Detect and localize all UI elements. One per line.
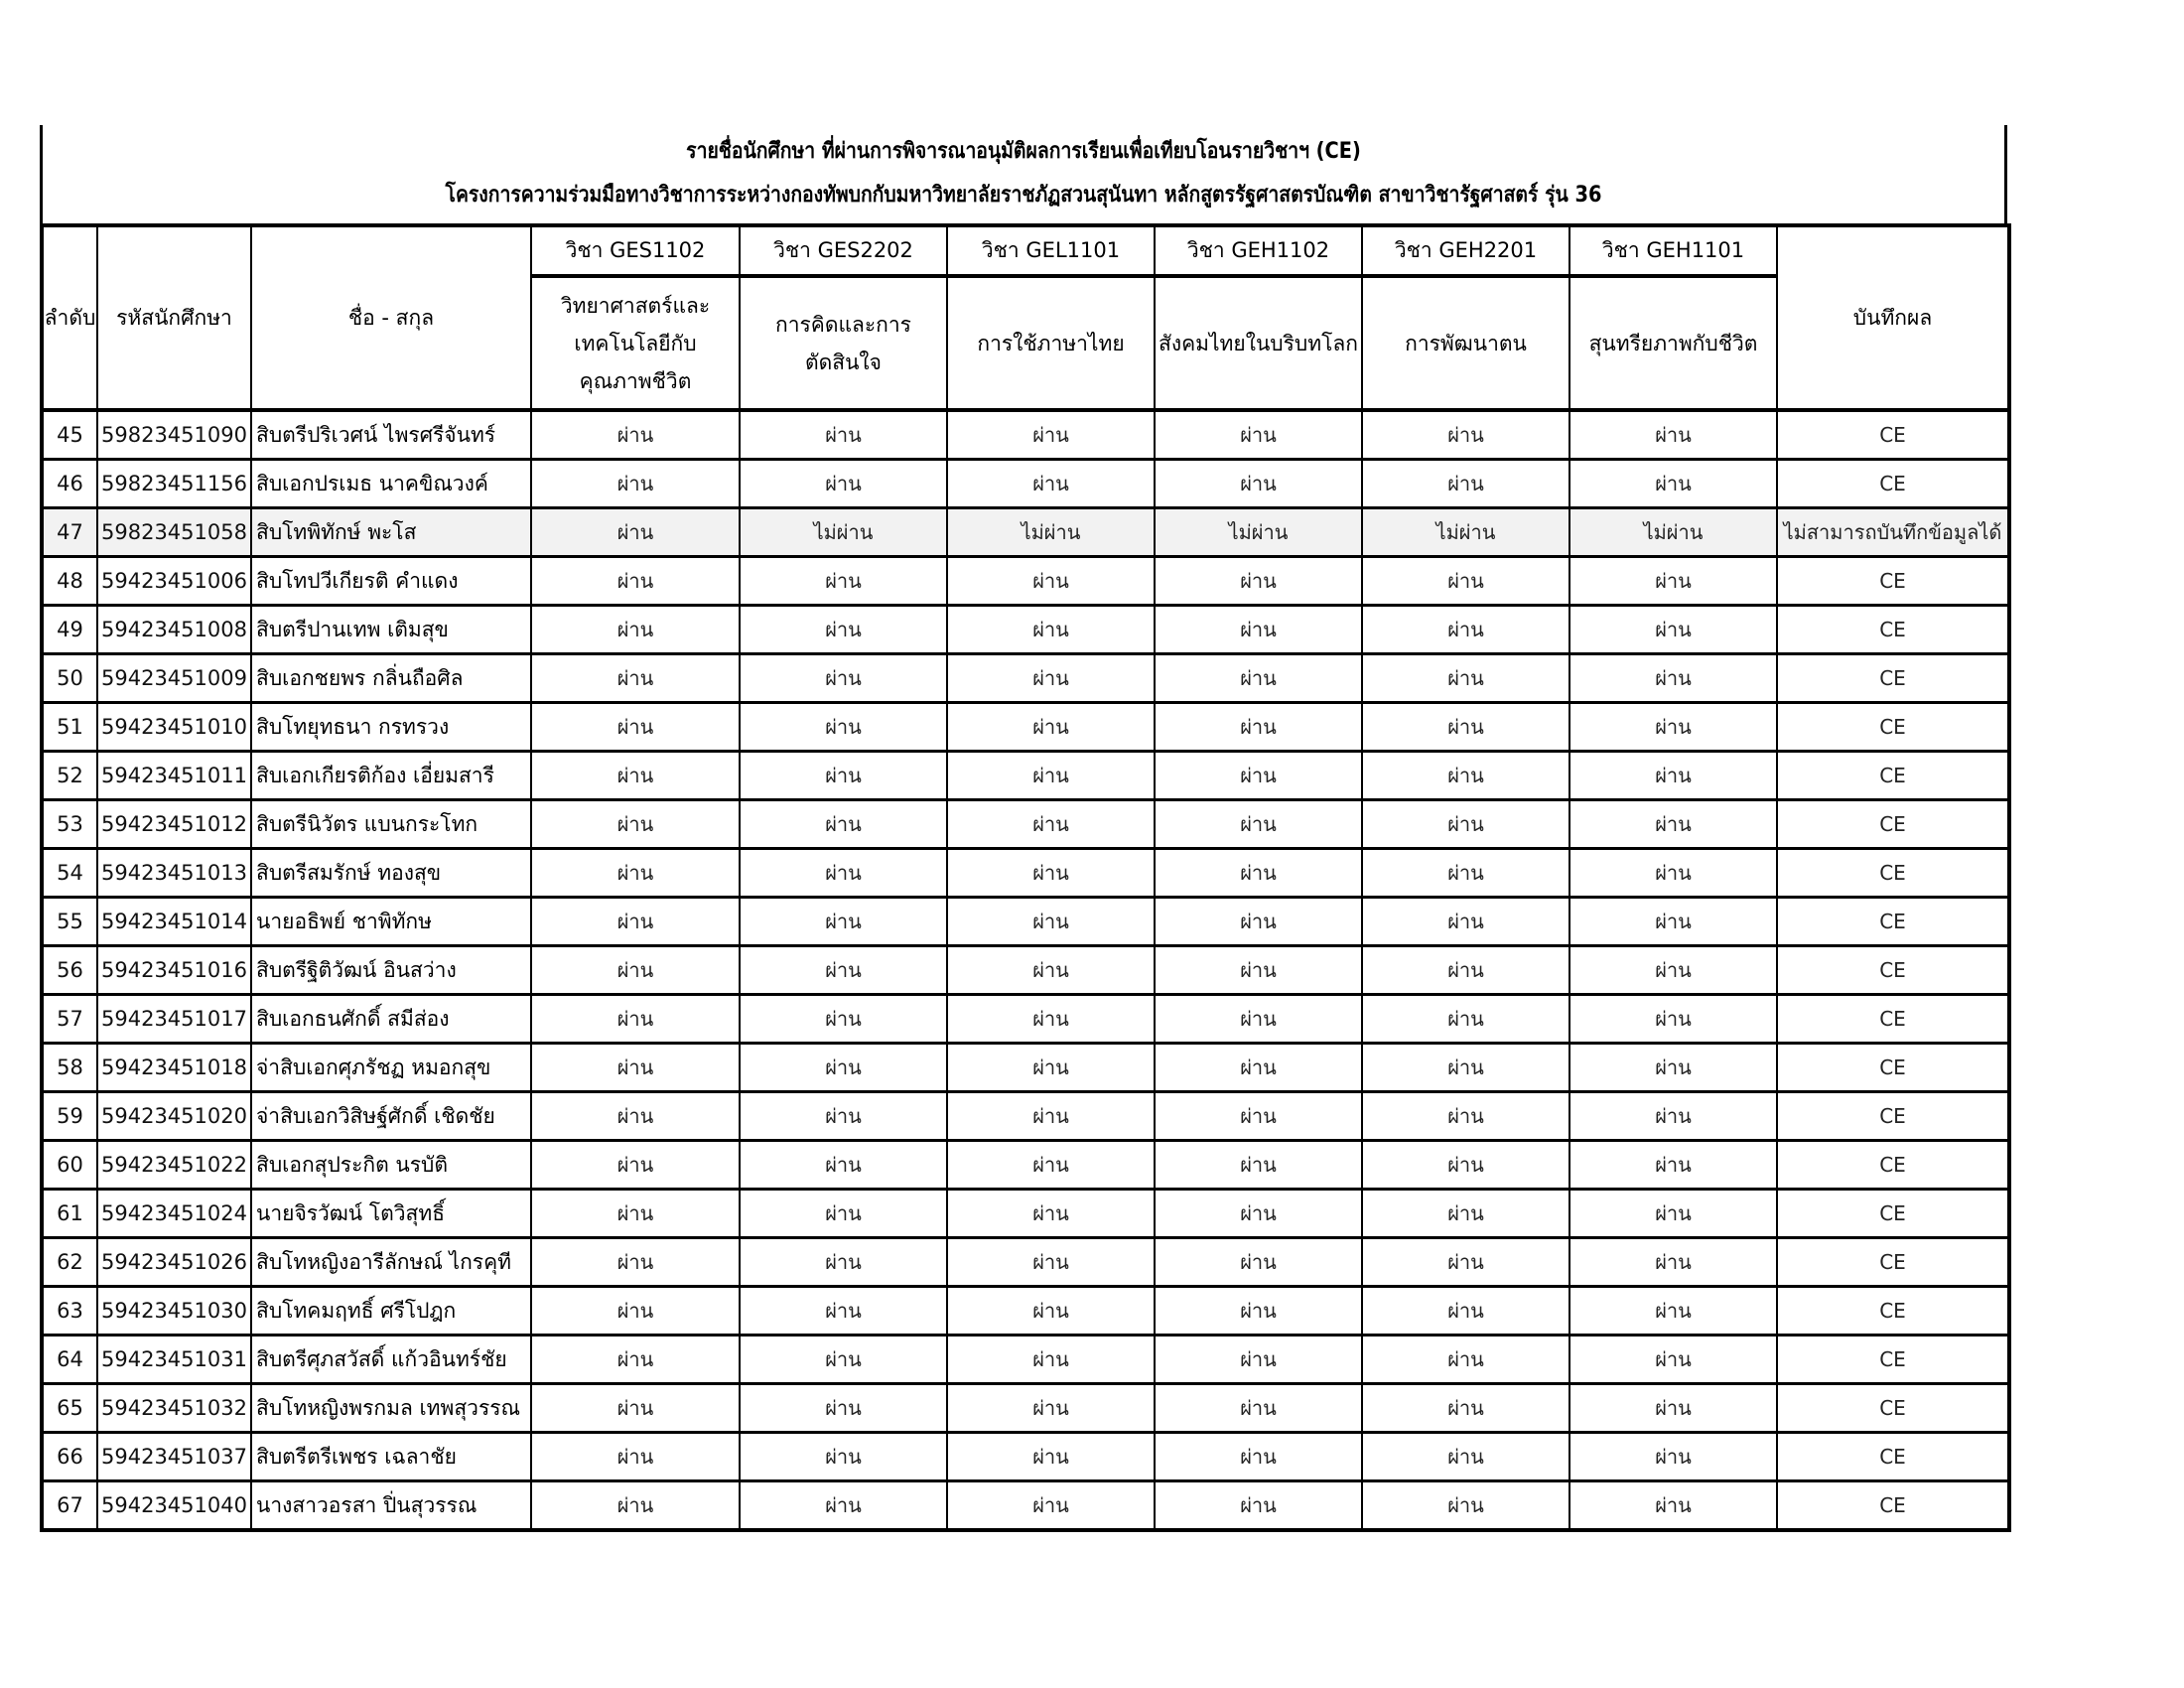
table-row xyxy=(42,606,2009,654)
row-result: ผ่าน xyxy=(531,557,740,606)
row-seq: 46 xyxy=(42,460,97,508)
row-result: ผ่าน xyxy=(1155,1433,1362,1481)
table-row xyxy=(42,1384,2009,1433)
row-result: ผ่าน xyxy=(740,946,947,995)
row-name: สิบเอกเกียรติก้อง เอี่ยมสารี xyxy=(251,752,531,800)
header-subject-title: การพัฒนาตน xyxy=(1362,276,1570,410)
row-result: ผ่าน xyxy=(947,410,1155,460)
row-result: ผ่าน xyxy=(531,703,740,752)
row-result: ผ่าน xyxy=(1570,703,1777,752)
row-result: ผ่าน xyxy=(947,995,1155,1044)
row-result: ผ่าน xyxy=(1155,1044,1362,1092)
table-row xyxy=(42,800,2009,849)
row-result: ผ่าน xyxy=(1570,1190,1777,1238)
row-seq: 55 xyxy=(42,898,97,946)
row-seq: 65 xyxy=(42,1384,97,1433)
row-name: จ่าสิบเอกวิสิษฐ์ศักดิ์ เชิดชัย xyxy=(251,1092,531,1141)
row-name: นายอธิพย์ ชาพิทักษ xyxy=(251,898,531,946)
row-student-id: 59423451030 xyxy=(97,1287,251,1336)
header-subject-code: วิชา GES1102 xyxy=(531,225,740,276)
row-name: สิบตรีฐิติวัฒน์ อินสว่าง xyxy=(251,946,531,995)
row-result: ไม่ผ่าน xyxy=(947,508,1155,557)
row-result: ผ่าน xyxy=(740,1044,947,1092)
table-row xyxy=(42,703,2009,752)
row-result: ผ่าน xyxy=(1570,410,1777,460)
row-result: ผ่าน xyxy=(947,1092,1155,1141)
row-record: CE xyxy=(1777,752,2009,800)
row-record: CE xyxy=(1777,1092,2009,1141)
results-table xyxy=(40,223,2011,1532)
row-result: ผ่าน xyxy=(1155,606,1362,654)
row-record: CE xyxy=(1777,1384,2009,1433)
table-header xyxy=(42,225,2009,410)
table-row xyxy=(42,557,2009,606)
row-result: ผ่าน xyxy=(531,898,740,946)
row-seq: 59 xyxy=(42,1092,97,1141)
row-name: นางสาวอรสา ปิ่นสุวรรณ xyxy=(251,1481,531,1531)
row-name: นายจิรวัฒน์ โตวิสุทธิ์ xyxy=(251,1190,531,1238)
row-result: ผ่าน xyxy=(740,1238,947,1287)
table-row xyxy=(42,849,2009,898)
row-seq: 54 xyxy=(42,849,97,898)
row-result: ผ่าน xyxy=(1155,1287,1362,1336)
row-result: ผ่าน xyxy=(947,606,1155,654)
row-record: CE xyxy=(1777,1287,2009,1336)
row-result: ผ่าน xyxy=(740,752,947,800)
row-result: ผ่าน xyxy=(531,752,740,800)
row-result: ผ่าน xyxy=(1570,1238,1777,1287)
row-student-id: 59823451090 xyxy=(97,410,251,460)
row-result: ผ่าน xyxy=(1570,898,1777,946)
row-result: ผ่าน xyxy=(1362,898,1570,946)
table-row xyxy=(42,898,2009,946)
row-record: CE xyxy=(1777,654,2009,703)
row-result: ผ่าน xyxy=(1362,752,1570,800)
header-seq: ลำดับ xyxy=(42,225,97,410)
row-result: ผ่าน xyxy=(1362,1092,1570,1141)
row-result: ผ่าน xyxy=(1362,703,1570,752)
row-student-id: 59423451013 xyxy=(97,849,251,898)
header-subject-code: วิชา GEH1102 xyxy=(1155,225,1362,276)
table-row xyxy=(42,1190,2009,1238)
row-name: สิบโทยุทธนา กรทรวง xyxy=(251,703,531,752)
table-row xyxy=(42,752,2009,800)
row-student-id: 59423451017 xyxy=(97,995,251,1044)
document-sheet xyxy=(40,125,2007,1532)
row-result: ผ่าน xyxy=(947,1287,1155,1336)
row-result: ผ่าน xyxy=(531,1141,740,1190)
row-name: สิบเอกปรเมธ นาคขิณวงค์ xyxy=(251,460,531,508)
row-result: ผ่าน xyxy=(1362,460,1570,508)
row-result: ผ่าน xyxy=(1570,1287,1777,1336)
row-result: ผ่าน xyxy=(1570,1336,1777,1384)
row-record: CE xyxy=(1777,703,2009,752)
row-student-id: 59423451040 xyxy=(97,1481,251,1531)
row-result: ผ่าน xyxy=(947,849,1155,898)
row-result: ผ่าน xyxy=(740,410,947,460)
row-name: สิบเอกชยพร กลิ่นถือศิล xyxy=(251,654,531,703)
row-result: ผ่าน xyxy=(531,1238,740,1287)
row-name: สิบโทปวีเกียรติ คำแดง xyxy=(251,557,531,606)
row-result: ผ่าน xyxy=(740,1433,947,1481)
table-row xyxy=(42,1287,2009,1336)
row-result: ผ่าน xyxy=(1155,1141,1362,1190)
header-subject-code: วิชา GES2202 xyxy=(740,225,947,276)
row-result: ไม่ผ่าน xyxy=(1362,508,1570,557)
row-record: CE xyxy=(1777,1238,2009,1287)
row-result: ไม่ผ่าน xyxy=(740,508,947,557)
table-row xyxy=(42,1481,2009,1531)
header-name: ชื่อ - สกุล xyxy=(251,225,531,410)
row-result: ผ่าน xyxy=(531,410,740,460)
row-record: CE xyxy=(1777,995,2009,1044)
row-result: ผ่าน xyxy=(740,1481,947,1531)
row-name: สิบตรีศุภสวัสดิ์ แก้วอินทร์ชัย xyxy=(251,1336,531,1384)
row-result: ผ่าน xyxy=(947,460,1155,508)
row-name: สิบตรีนิวัตร แบนกระโทก xyxy=(251,800,531,849)
row-result: ผ่าน xyxy=(531,1044,740,1092)
row-result: ผ่าน xyxy=(740,898,947,946)
row-result: ผ่าน xyxy=(1362,1433,1570,1481)
row-result: ผ่าน xyxy=(947,1238,1155,1287)
row-result: ผ่าน xyxy=(1155,654,1362,703)
row-name: สิบเอกธนศักดิ์ สมีส่อง xyxy=(251,995,531,1044)
row-result: ผ่าน xyxy=(1362,1336,1570,1384)
row-result: ผ่าน xyxy=(1362,410,1570,460)
table-row xyxy=(42,1336,2009,1384)
row-result: ผ่าน xyxy=(740,1141,947,1190)
row-result: ผ่าน xyxy=(947,1044,1155,1092)
row-result: ผ่าน xyxy=(1155,1092,1362,1141)
row-result: ไม่ผ่าน xyxy=(1570,508,1777,557)
row-result: ผ่าน xyxy=(1570,557,1777,606)
row-result: ผ่าน xyxy=(1362,946,1570,995)
row-result: ผ่าน xyxy=(531,1481,740,1531)
row-result: ผ่าน xyxy=(531,995,740,1044)
row-seq: 67 xyxy=(42,1481,97,1531)
row-result: ผ่าน xyxy=(1362,849,1570,898)
header-subject-title: การใช้ภาษาไทย xyxy=(947,276,1155,410)
row-result: ผ่าน xyxy=(947,1384,1155,1433)
row-student-id: 59423451026 xyxy=(97,1238,251,1287)
row-student-id: 59423451024 xyxy=(97,1190,251,1238)
row-result: ผ่าน xyxy=(947,703,1155,752)
header-subject-code: วิชา GEH1101 xyxy=(1570,225,1777,276)
row-record: CE xyxy=(1777,1141,2009,1190)
row-result: ผ่าน xyxy=(1570,1092,1777,1141)
row-result: ผ่าน xyxy=(1362,995,1570,1044)
header-student-id: รหัสนักศึกษา xyxy=(97,225,251,410)
row-result: ผ่าน xyxy=(1570,1044,1777,1092)
row-result: ผ่าน xyxy=(740,1092,947,1141)
row-name: สิบโทหญิงพรกมล เทพสุวรรณ xyxy=(251,1384,531,1433)
row-result: ผ่าน xyxy=(531,946,740,995)
header-subject-title: สังคมไทยในบริบทโลก xyxy=(1155,276,1362,410)
row-result: ผ่าน xyxy=(947,557,1155,606)
row-result: ผ่าน xyxy=(740,800,947,849)
row-result: ผ่าน xyxy=(1362,1287,1570,1336)
document-title: รายชื่อนักศึกษา ที่ผ่านการพิจารณาอนุมัติผลการเรียนเพื่อเทียบโอนรายวิชาฯ (CE) xyxy=(686,139,1361,164)
row-result: ผ่าน xyxy=(1155,410,1362,460)
row-result: ผ่าน xyxy=(1155,800,1362,849)
row-student-id: 59423451014 xyxy=(97,898,251,946)
row-result: ผ่าน xyxy=(531,1287,740,1336)
row-result: ผ่าน xyxy=(740,460,947,508)
row-result: ผ่าน xyxy=(947,946,1155,995)
row-result: ผ่าน xyxy=(1155,1384,1362,1433)
header-subject-code: วิชา GEL1101 xyxy=(947,225,1155,276)
row-result: ผ่าน xyxy=(740,703,947,752)
document-subtitle: โครงการความร่วมมือทางวิชาการระหว่างกองทัพบกกับมหาวิทยาลัยราชภัฏสวนสุนันทา หลักสูตรรัฐศาสตรบัณฑิต สาขาวิชารัฐศาสตร์ รุ่น 36 xyxy=(445,183,1602,208)
row-seq: 47 xyxy=(42,508,97,557)
table-row xyxy=(42,654,2009,703)
row-student-id: 59423451031 xyxy=(97,1336,251,1384)
table-row xyxy=(42,508,2009,557)
row-result: ผ่าน xyxy=(1155,849,1362,898)
header-subject-title: สุนทรียภาพกับชีวิต xyxy=(1570,276,1777,410)
row-result: ผ่าน xyxy=(1362,1238,1570,1287)
row-result: ผ่าน xyxy=(1362,800,1570,849)
row-seq: 64 xyxy=(42,1336,97,1384)
row-name: สิบเอกสุประกิต นรบัติ xyxy=(251,1141,531,1190)
row-result: ผ่าน xyxy=(531,460,740,508)
row-seq: 61 xyxy=(42,1190,97,1238)
row-result: ผ่าน xyxy=(947,1336,1155,1384)
row-student-id: 59423451020 xyxy=(97,1092,251,1141)
row-record: CE xyxy=(1777,1336,2009,1384)
row-result: ผ่าน xyxy=(947,1433,1155,1481)
table-row xyxy=(42,410,2009,460)
row-student-id: 59423451010 xyxy=(97,703,251,752)
row-record: CE xyxy=(1777,800,2009,849)
row-result: ผ่าน xyxy=(740,1190,947,1238)
row-seq: 50 xyxy=(42,654,97,703)
row-result: ผ่าน xyxy=(1362,1481,1570,1531)
row-result: ผ่าน xyxy=(740,995,947,1044)
row-student-id: 59423451008 xyxy=(97,606,251,654)
row-result: ผ่าน xyxy=(1155,946,1362,995)
row-result: ผ่าน xyxy=(1155,1190,1362,1238)
row-result: ผ่าน xyxy=(740,557,947,606)
row-name: สิบตรีสมรักษ์ ทองสุข xyxy=(251,849,531,898)
table-row xyxy=(42,1141,2009,1190)
row-result: ผ่าน xyxy=(531,1384,740,1433)
row-student-id: 59423451016 xyxy=(97,946,251,995)
row-record: CE xyxy=(1777,1433,2009,1481)
row-name: สิบโทพิทักษ์ พะโส xyxy=(251,508,531,557)
row-result: ผ่าน xyxy=(531,1336,740,1384)
row-result: ผ่าน xyxy=(1362,1384,1570,1433)
row-result: ผ่าน xyxy=(1570,849,1777,898)
title-block xyxy=(40,125,2007,223)
table-row xyxy=(42,946,2009,995)
row-result: ผ่าน xyxy=(1155,995,1362,1044)
row-student-id: 59423451012 xyxy=(97,800,251,849)
row-result: ผ่าน xyxy=(947,1190,1155,1238)
row-result: ผ่าน xyxy=(1570,606,1777,654)
row-record: CE xyxy=(1777,946,2009,995)
row-seq: 62 xyxy=(42,1238,97,1287)
row-seq: 58 xyxy=(42,1044,97,1092)
header-record: บันทึกผล xyxy=(1777,225,2009,410)
row-student-id: 59823451156 xyxy=(97,460,251,508)
row-result: ผ่าน xyxy=(947,898,1155,946)
row-result: ผ่าน xyxy=(947,1141,1155,1190)
row-result: ผ่าน xyxy=(740,849,947,898)
row-result: ผ่าน xyxy=(1362,654,1570,703)
row-seq: 45 xyxy=(42,410,97,460)
row-result: ผ่าน xyxy=(1155,703,1362,752)
row-result: ผ่าน xyxy=(947,1481,1155,1531)
table-body xyxy=(42,410,2009,1530)
row-name: จ่าสิบเอกศุภรัชฏ หมอกสุข xyxy=(251,1044,531,1092)
row-record: CE xyxy=(1777,1190,2009,1238)
row-result: ผ่าน xyxy=(1570,1384,1777,1433)
row-result: ผ่าน xyxy=(1155,1481,1362,1531)
row-seq: 53 xyxy=(42,800,97,849)
row-result: ผ่าน xyxy=(740,1384,947,1433)
row-result: ผ่าน xyxy=(1155,1238,1362,1287)
row-name: สิบโทหญิงอารีลักษณ์ ไกรคุที xyxy=(251,1238,531,1287)
row-result: ผ่าน xyxy=(531,1190,740,1238)
row-result: ผ่าน xyxy=(531,1092,740,1141)
row-result: ผ่าน xyxy=(740,1287,947,1336)
row-student-id: 59423451032 xyxy=(97,1384,251,1433)
row-result: ผ่าน xyxy=(1155,898,1362,946)
row-result: ผ่าน xyxy=(947,800,1155,849)
row-result: ผ่าน xyxy=(1362,1190,1570,1238)
row-seq: 60 xyxy=(42,1141,97,1190)
row-result: ผ่าน xyxy=(1570,1433,1777,1481)
row-result: ผ่าน xyxy=(1155,752,1362,800)
row-result: ผ่าน xyxy=(1362,606,1570,654)
row-name: สิบโทคมฤทธิ์ ศรีโปฎก xyxy=(251,1287,531,1336)
row-result: ผ่าน xyxy=(1362,1141,1570,1190)
row-seq: 63 xyxy=(42,1287,97,1336)
row-student-id: 59423451022 xyxy=(97,1141,251,1190)
row-result: ผ่าน xyxy=(531,606,740,654)
table-row xyxy=(42,460,2009,508)
header-subject-code: วิชา GEH2201 xyxy=(1362,225,1570,276)
row-seq: 48 xyxy=(42,557,97,606)
row-result: ผ่าน xyxy=(1155,557,1362,606)
row-result: ผ่าน xyxy=(947,654,1155,703)
row-student-id: 59423451011 xyxy=(97,752,251,800)
row-result: ผ่าน xyxy=(1570,654,1777,703)
table-row xyxy=(42,1092,2009,1141)
row-result: ผ่าน xyxy=(1362,1044,1570,1092)
row-result: ผ่าน xyxy=(531,654,740,703)
row-seq: 51 xyxy=(42,703,97,752)
row-record: CE xyxy=(1777,460,2009,508)
row-record: CE xyxy=(1777,849,2009,898)
header-subject-title: วิทยาศาสตร์และเทคโนโลยีกับคุณภาพชีวิต xyxy=(531,276,740,410)
row-student-id: 59423451009 xyxy=(97,654,251,703)
row-result: ผ่าน xyxy=(1570,752,1777,800)
row-result: ผ่าน xyxy=(1570,1481,1777,1531)
row-student-id: 59823451058 xyxy=(97,508,251,557)
row-student-id: 59423451037 xyxy=(97,1433,251,1481)
row-result: ผ่าน xyxy=(740,654,947,703)
row-result: ผ่าน xyxy=(1155,1336,1362,1384)
row-record: CE xyxy=(1777,410,2009,460)
table-row xyxy=(42,995,2009,1044)
row-result: ผ่าน xyxy=(531,1433,740,1481)
row-result: ผ่าน xyxy=(1570,995,1777,1044)
row-student-id: 59423451018 xyxy=(97,1044,251,1092)
table-row xyxy=(42,1433,2009,1481)
row-result: ผ่าน xyxy=(1570,800,1777,849)
row-result: ผ่าน xyxy=(531,508,740,557)
row-record: CE xyxy=(1777,898,2009,946)
row-name: สิบตรีตรีเพชร เฉลาชัย xyxy=(251,1433,531,1481)
row-seq: 52 xyxy=(42,752,97,800)
row-result: ผ่าน xyxy=(1570,460,1777,508)
row-seq: 49 xyxy=(42,606,97,654)
row-result: ผ่าน xyxy=(1570,946,1777,995)
header-subject-title: การคิดและการตัดสินใจ xyxy=(740,276,947,410)
row-result: ผ่าน xyxy=(1570,1141,1777,1190)
row-record: CE xyxy=(1777,557,2009,606)
row-result: ผ่าน xyxy=(740,606,947,654)
row-record: CE xyxy=(1777,1044,2009,1092)
table-row xyxy=(42,1044,2009,1092)
row-seq: 56 xyxy=(42,946,97,995)
row-record: ไม่สามารถบันทึกข้อมูลได้ xyxy=(1777,508,2009,557)
row-result: ไม่ผ่าน xyxy=(1155,508,1362,557)
row-name: สิบตรีปริเวศน์ ไพรศรีจันทร์ xyxy=(251,410,531,460)
row-result: ผ่าน xyxy=(1362,557,1570,606)
row-record: CE xyxy=(1777,606,2009,654)
row-seq: 66 xyxy=(42,1433,97,1481)
row-student-id: 59423451006 xyxy=(97,557,251,606)
row-result: ผ่าน xyxy=(531,849,740,898)
row-result: ผ่าน xyxy=(740,1336,947,1384)
row-result: ผ่าน xyxy=(1155,460,1362,508)
table-row xyxy=(42,1238,2009,1287)
row-record: CE xyxy=(1777,1481,2009,1531)
row-result: ผ่าน xyxy=(947,752,1155,800)
row-seq: 57 xyxy=(42,995,97,1044)
row-result: ผ่าน xyxy=(531,800,740,849)
row-name: สิบตรีปานเทพ เติมสุข xyxy=(251,606,531,654)
